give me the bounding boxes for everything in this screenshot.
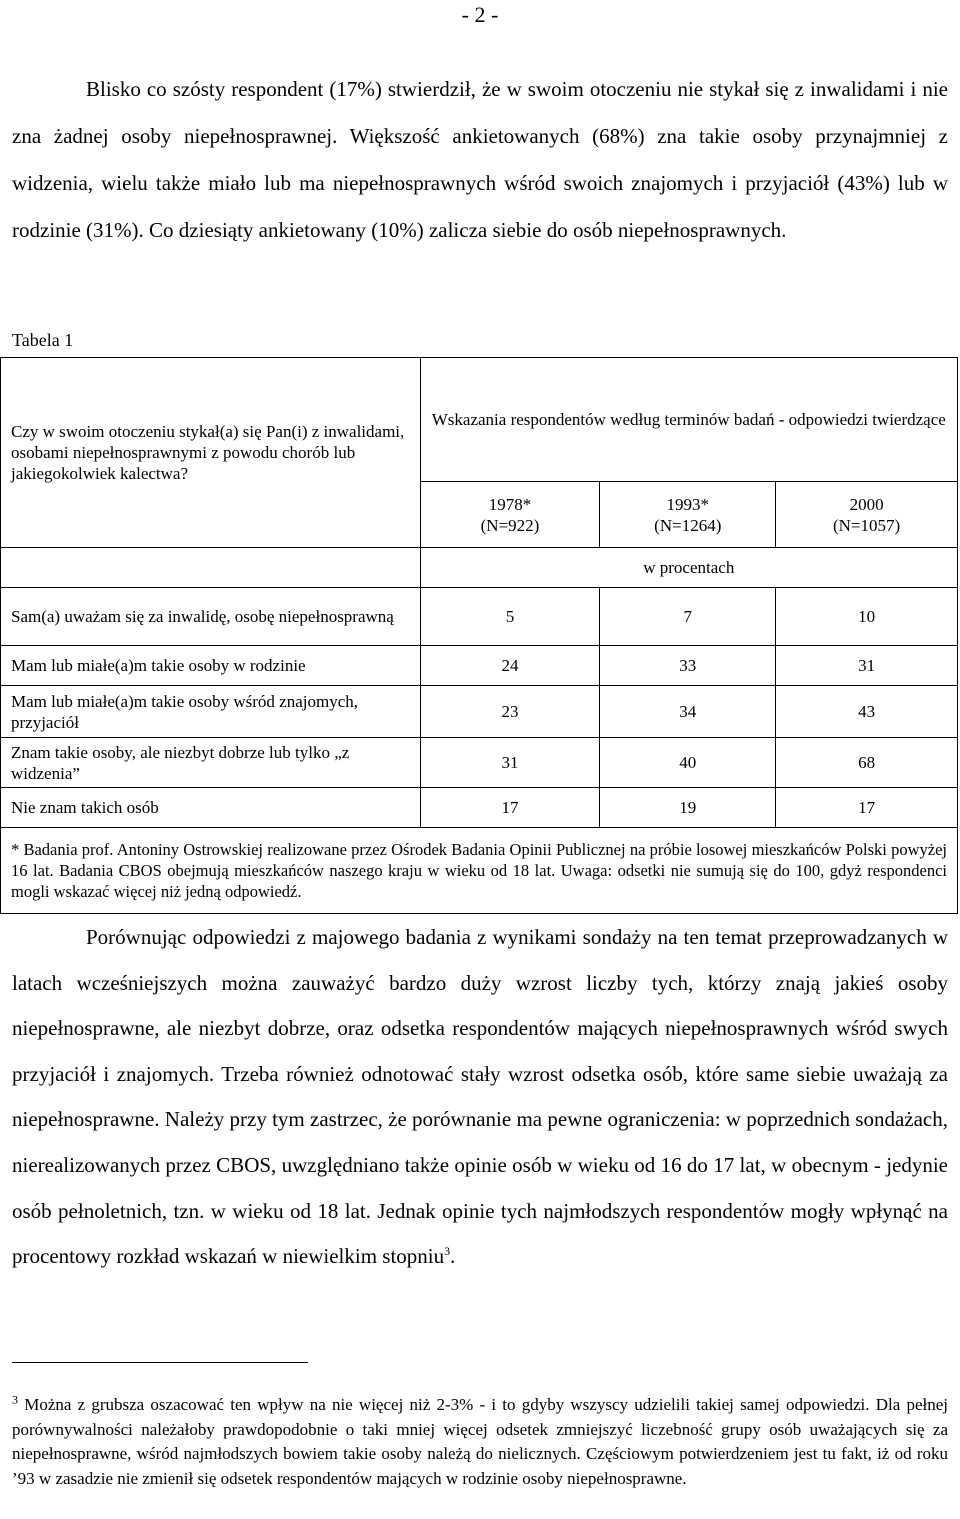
cell-1993: 19 <box>600 788 776 828</box>
cell-1978: 24 <box>420 646 600 686</box>
table-caption: Tabela 1 <box>12 330 74 350</box>
col-header-1993: 1993* (N=1264) <box>600 482 776 548</box>
cell-1993: 34 <box>600 686 776 738</box>
table-row <box>1 738 958 788</box>
row-label: Mam lub miałe(a)m takie osoby wśród znajomych, przyjaciół <box>1 686 421 738</box>
row-label: Sam(a) uważam się za inwalidę, osobę niepełnosprawną <box>1 588 421 646</box>
table-question: Czy w swoim otoczeniu stykał(a) się Pan(i) z inwalidami, osobami niepełnosprawnymi z powodu chorób lub jakiegokolwiek kalectwa? <box>1 358 421 548</box>
paragraph-2-text: Porównując odpowiedzi z majowego badania z wynikami sondaży na ten temat przeprowadzanych w latach wcześniejszych można zauważyć bardzo duży wzrost liczby tych, którzy znają jakieś osoby niepełnosprawne, ale niezbyt dobrze, oraz odsetka respondentów mających niepełnosprawnych wśród swych przyjaciół i znajomych. Trzeba również odnotować stały wzrost odsetka osób, które same siebie uważają za niepełnosprawne. Należy przy tym zastrzec, że porównanie ma pewne ograniczenia: w poprzednich sondażach, nierealizowanych przez CBOS, uwzględniano także opinie osób w wieku od 16 do 17 lat, w obecnym - jedynie osób pełnoletnich, tzn. w wieku od 18 lat. Jednak opinie tych najmłodszych respondentów mogły wpłynąć na procentowy rozkład wskazań w niewielkim stopniu <box>12 925 948 1269</box>
footnote-divider <box>12 1362 308 1363</box>
survey-table <box>0 357 958 914</box>
paragraph-2: Porównując odpowiedzi z majowego badania z wynikami sondaży na ten temat przeprowadzanych w latach wcześniejszych można zauważyć bardzo duży wzrost liczby tych, którzy znają jakieś osoby niepełnosprawne, ale niezbyt dobrze, oraz odsetka respondentów mających niepełnosprawnych wśród swych przyjaciół i znajomych. Trzeba również odnotować stały wzrost odsetka osób, które same siebie uważają za niepełnosprawne. Należy przy tym zastrzec, że porównanie ma pewne ograniczenia: w poprzednich sondażach, nierealizowanych przez CBOS, uwzględniano także opinie osób w wieku od 16 do 17 lat, w obecnym - jedynie osób pełnoletnich, tzn. w wieku od 18 lat. Jednak opinie tych najmłodszych respondentów mogły wpłynąć na procentowy rozkład wskazań w niewielkim stopniu$^3$. <box>12 925 948 1269</box>
group-header: Wskazania respondentów według terminów badań - odpowiedzi twierdzące <box>420 358 957 482</box>
cell-2000: 10 <box>776 588 958 646</box>
table-row <box>1 588 958 646</box>
table-row <box>1 788 958 828</box>
cell-1993: 33 <box>600 646 776 686</box>
row-label: Znam takie osoby, ale niezbyt dobrze lub tylko „z widzenia” <box>1 738 421 788</box>
footnote-text: Można z grubsza oszacować ten wpływ na nie więcej niż 2-3% - i to gdyby wszyscy udzielili takiej samej odpowiedzi. Dla pełnej porównywalności należałoby prawdopodobnie o taki mniej więcej odsetek zmniejszyć liczebność grupy osób uważających się za niepełnosprawne, wśród najmłodszych bowiem takie osoby należą do nielicznych. Częściowym potwierdzeniem jest tu fakt, iż od roku ’93 w zasadzie nie zmienił się odsetek respondentów mających w rodzinie osoby niepełnosprawne. <box>12 1395 948 1488</box>
cell-2000: 31 <box>776 646 958 686</box>
table-footnote: * Badania prof. Antoniny Ostrowskiej realizowane przez Ośrodek Badania Opinii Publicznej na próbie losowej mieszkańców Polski powyżej 16 lat. Badania CBOS obejmują mieszkańców naszego kraju w wieku od 18 lat. Uwaga: odsetki nie sumują się do 100, gdyż respondenci mogli wskazać więcej niż jedną odpowiedź. <box>1 828 958 914</box>
paragraph-1 <box>12 66 948 254</box>
cell-2000: 17 <box>776 788 958 828</box>
row-label: Mam lub miałe(a)m takie osoby w rodzinie <box>1 646 421 686</box>
col-header-1978: 1978* (N=922) <box>420 482 600 548</box>
table-row <box>1 686 958 738</box>
page-number: - 2 - <box>461 2 499 27</box>
cell-2000: 43 <box>776 686 958 738</box>
cell-1978: 23 <box>420 686 600 738</box>
footnote <box>12 1393 948 1491</box>
table-row <box>1 646 958 686</box>
cell-2000: 68 <box>776 738 958 788</box>
cell-1993: 7 <box>600 588 776 646</box>
unit-label: w procentach <box>420 548 957 588</box>
cell-1978: 31 <box>420 738 600 788</box>
col-header-2000: 2000 (N=1057) <box>776 482 958 548</box>
paragraph-1-text: Blisko co szósty respondent (17%) stwierdził, że w swoim otoczeniu nie stykał się z inwalidami i nie zna żadnej osoby niepełnosprawnej. Większość ankietowanych (68%) zna takie osoby przynajmniej z widzenia, wielu także miało lub ma niepełnosprawnych wśród swoich znajomych i przyjaciół (43%) lub w rodzinie (31%). Co dziesiąty ankietowany (10%) zalicza siebie do osób niepełnosprawnych. <box>12 77 948 242</box>
cell-1978: 5 <box>420 588 600 646</box>
footnote-mark: 3 <box>12 1392 18 1407</box>
cell-1978: 17 <box>420 788 600 828</box>
footnote-reference[interactable]: 3 <box>444 1244 451 1259</box>
row-label: Nie znam takich osób <box>1 788 421 828</box>
cell-1993: 40 <box>600 738 776 788</box>
